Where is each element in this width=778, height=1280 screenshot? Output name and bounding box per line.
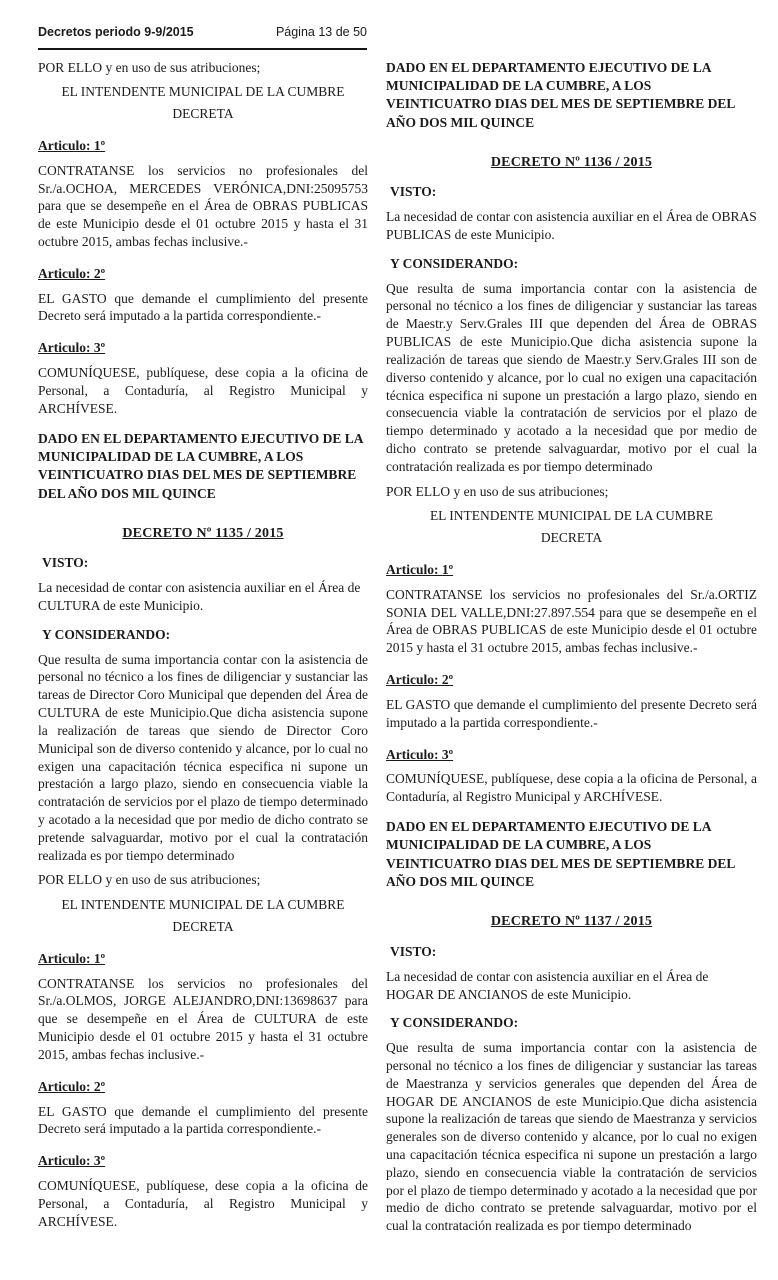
centered-line: EL INTENDENTE MUNICIPAL DE LA CUMBRE — [61, 897, 345, 913]
section-label: Y CONSIDERANDO: — [390, 255, 519, 271]
paragraph: POR ELLO y en uso de sus atribuciones; — [38, 59, 261, 75]
paragraph: POR ELLO y en uso de sus atribuciones; — [38, 872, 261, 888]
paragraph: COMUNÍQUESE, publíquese, dese copia a la oficina de Personal, a Contaduría, al Registro Municipal y ARCHÍVESE. — [386, 771, 757, 805]
article-heading: Articulo: 3º — [386, 746, 454, 762]
right-column — [386, 59, 757, 1260]
paragraph: La necesidad de contar con asistencia auxiliar en el Área de OBRAS PUBLICAS de este Municipio. — [386, 209, 757, 243]
article-heading: Articulo: 2º — [386, 672, 454, 688]
paragraph: EL GASTO que demande el cumplimiento del presente Decreto será imputado a la partida correspondiente.- — [38, 290, 368, 324]
decree-title: DECRETO Nº 1136 / 2015 — [490, 154, 653, 170]
section-label: VISTO: — [390, 943, 437, 959]
centered-line: DECRETA — [540, 530, 603, 546]
paragraph: La necesidad de contar con asistencia auxiliar en el Área de HOGAR DE ANCIANOS de este Municipio. — [386, 968, 709, 1002]
paragraph: POR ELLO y en uso de sus atribuciones; — [386, 483, 609, 499]
section-label: Y CONSIDERANDO: — [390, 1015, 519, 1031]
paragraph: Que resulta de suma importancia contar con la asistencia de personal no técnico a los fines de diligenciar y sustanciar las tareas de Maestr.y Serv.Grales III que dependen del Área de OBRAS PUBLICAS de este Municipio.Que dicha asistencia supone la realización de tareas que siendo de Maestr.y Serv.Grales III son de diverso contenido y alcance, por lo cual no exigen una capacitación técnica especifica ni supone un prestación a largo plazo, siendo en consecuencia viable la contratación de servicios por el plazo de tiempo determinado y acotado a la necesidad que por medio de dicho contrato se pretende salvaguardar, motivo por el cual la contratación realizada es por tiempo determinado — [386, 280, 757, 474]
closing-statement: DADO EN EL DEPARTAMENTO EJECUTIVO DE LA MUNICIPALIDAD DE LA CUMBRE, A LOS VEINTICUATRO DIAS DEL MES DE SEPTIEMBRE DEL AÑO DOS MIL QUINCE — [38, 430, 363, 501]
left-column — [38, 59, 368, 1260]
two-column-body — [38, 50, 757, 1260]
paragraph: CONTRATANSE los servicios no profesionales del Sr./a.OLMOS, JORGE ALEJANDRO,DNI:13698637 para que se desempeñe en el Área de CULTURA de este Municipio desde el 01 octubre 2015 y hasta el 31 octubre 2015, ambas fechas inclusive.- — [38, 975, 368, 1062]
article-heading: Articulo: 2º — [38, 1078, 106, 1094]
centered-line: EL INTENDENTE MUNICIPAL DE LA CUMBRE — [61, 84, 345, 100]
decree-title: DECRETO Nº 1137 / 2015 — [490, 914, 653, 930]
article-heading: Articulo: 3º — [38, 1153, 106, 1169]
section-label: Y CONSIDERANDO: — [42, 626, 171, 642]
paragraph: Que resulta de suma importancia contar con la asistencia de personal no técnico a los fines de diligenciar y sustanciar las tareas de Maestranza y servicios generales que dependen del Área de HOGAR DE ANCIANOS de este Municipio.Que dicha asistencia supone la realización de tareas que siendo de Maestranza y servicios generales son de diverso contenido y alcance, por lo cual no exigen una capacitación técnica especifica ni supone un prestación a largo plazo, siendo en consecuencia viable la contratación de servicios por el plazo de tiempo determinado y acotado a la necesidad que por medio de dicho contrato se pretende salvaguardar, motivo por el cual la contratación realizada es por tiempo determinado — [386, 1040, 757, 1234]
paragraph: EL GASTO que demande el cumplimiento del presente Decreto será imputado a la partida correspondiente.- — [38, 1103, 368, 1137]
header-title: Decretos periodo 9-9/2015 — [38, 25, 194, 39]
closing-statement: DADO EN EL DEPARTAMENTO EJECUTIVO DE LA MUNICIPALIDAD DE LA CUMBRE, A LOS VEINTICUATRO DIAS DEL MES DE SEPTIEMBRE DEL AÑO DOS MIL QUINCE — [386, 59, 735, 130]
article-heading: Articulo: 2º — [38, 265, 106, 281]
article-heading: Articulo: 1º — [38, 950, 106, 966]
centered-line: DECRETA — [172, 919, 234, 935]
section-label: VISTO: — [390, 184, 437, 200]
article-heading: Articulo: 3º — [38, 340, 106, 356]
paragraph: La necesidad de contar con asistencia auxiliar en el Área de CULTURA de este Municipio. — [38, 580, 361, 614]
paragraph: EL GASTO que demande el cumplimiento del presente Decreto será imputado a la partida correspondiente.- — [386, 696, 757, 730]
article-heading: Articulo: 1º — [38, 137, 106, 153]
section-label: VISTO: — [42, 555, 89, 571]
centered-line: DECRETA — [172, 106, 234, 122]
page-header — [38, 24, 367, 50]
decree-title: DECRETO Nº 1135 / 2015 — [122, 525, 284, 541]
paragraph: CONTRATANSE los servicios no profesionales del Sr./a.OCHOA, MERCEDES VERÓNICA,DNI:25095753 para que se desempeñe en el Área de OBRAS PUBLICAS de este Municipio desde el 01 octubre 2015 y hasta el 31 octubre 2015, ambas fechas inclusive.- — [38, 162, 368, 249]
paragraph: Que resulta de suma importancia contar con la asistencia de personal no técnico a los fines de diligenciar y sustanciar las tareas de Director Coro Municipal que dependen del Área de CULTURA de este Municipio.Que dicha asistencia supone la realización de tareas que siendo de Director Coro Municipal son de diverso contenido y alcance, por lo cual no exigen una capacitación técnica especifica ni supone un prestación a largo plazo, siendo en consecuencia viable la contratación de servicios por el plazo de tiempo determinado y acotado a la necesidad que por medio de dicho contrato se pretende salvaguardar, motivo por el cual la contratación realizada es por tiempo determinado — [38, 651, 368, 863]
centered-line: EL INTENDENTE MUNICIPAL DE LA CUMBRE — [429, 508, 714, 524]
paragraph: COMUNÍQUESE, publíquese, dese copia a la oficina de Personal, a Contaduría, al Registro Municipal y ARCHÍVESE. — [38, 365, 368, 416]
article-heading: Articulo: 1º — [386, 562, 454, 578]
closing-statement: DADO EN EL DEPARTAMENTO EJECUTIVO DE LA MUNICIPALIDAD DE LA CUMBRE, A LOS VEINTICUATRO DIAS DEL MES DE SEPTIEMBRE DEL AÑO DOS MIL QUINCE — [386, 818, 735, 890]
paragraph: COMUNÍQUESE, publíquese, dese copia a la oficina de Personal, a Contaduría, al Registro Municipal y ARCHÍVESE. — [38, 1177, 368, 1229]
paragraph: CONTRATANSE los servicios no profesionales del Sr./a.ORTIZ SONIA DEL VALLE,DNI:27.897.554 para que se desempeñe en el Área de OBRAS PUBLICAS de este Municipio desde el 01 octubre 2015 y hasta el 31 octubre 2015, ambas fechas inclusive.- — [386, 586, 757, 656]
header-page-indicator: Página 13 de 50 — [275, 25, 367, 39]
